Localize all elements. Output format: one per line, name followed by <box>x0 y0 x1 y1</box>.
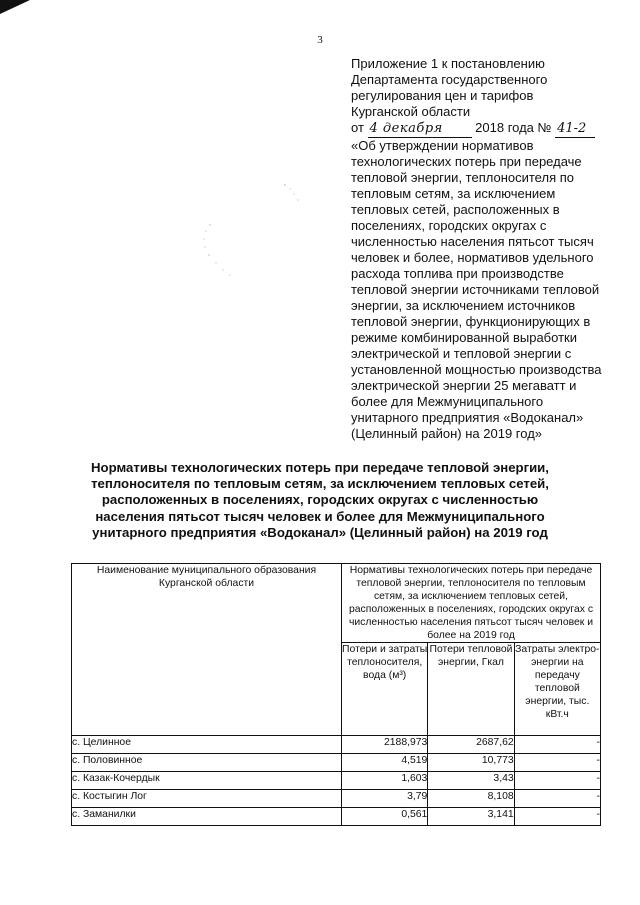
appendix-block <box>351 56 613 442</box>
row-heat: 2687,62 <box>428 736 514 754</box>
norms-table <box>71 563 601 826</box>
scan-corner-mark <box>0 0 30 14</box>
column-header-municipality: Наименование муниципального образования Курганской области <box>72 564 342 736</box>
row-power: - <box>514 772 600 790</box>
column-group-header: Нормативы технологических потерь при передаче тепловой энергии, теплоносителя по тепловым сетям, за исключением тепловых сетей, расположенных в поселениях, городских округах с численностью населения пятьсот тысяч человек и более на 2019 год <box>342 564 601 643</box>
handwritten-number: 41-2 <box>555 121 595 138</box>
appendix-date-line <box>351 120 613 138</box>
row-name: с. Половинное <box>72 754 342 772</box>
table-row <box>72 772 601 790</box>
row-heat: 10,773 <box>428 754 514 772</box>
row-water: 0,561 <box>342 808 428 826</box>
row-power: - <box>514 808 600 826</box>
date-prefix: от <box>351 120 364 135</box>
handwritten-date: 4 декабря <box>368 121 472 138</box>
table-row <box>72 808 601 826</box>
row-water: 3,79 <box>342 790 428 808</box>
row-power: - <box>514 754 600 772</box>
column-header-water: Потери и затраты теплоносителя, вода (м³) <box>342 643 428 736</box>
row-heat: 8,108 <box>428 790 514 808</box>
faint-stamp-shadow <box>190 175 330 295</box>
appendix-line-1: Приложение 1 к постановлению <box>351 56 545 71</box>
column-header-heat: Потери тепловой энергии, Гкал <box>428 643 514 736</box>
row-name: с. Казак-Кочердык <box>72 772 342 790</box>
row-name: с. Костыгин Лог <box>72 790 342 808</box>
column-header-power: Затраты электро-энергии на передачу тепловой энергии, тыс. кВт.ч <box>514 643 600 736</box>
row-power: - <box>514 790 600 808</box>
table-row <box>72 754 601 772</box>
row-water: 4,519 <box>342 754 428 772</box>
row-name: с. Заманилки <box>72 808 342 826</box>
table-row <box>72 736 601 754</box>
row-name: с. Целинное <box>72 736 342 754</box>
row-heat: 3,43 <box>428 772 514 790</box>
date-suffix: 2018 года № <box>475 120 552 135</box>
page-number: 3 <box>317 34 323 46</box>
table-row <box>72 790 601 808</box>
row-water: 2188,973 <box>342 736 428 754</box>
row-power: - <box>514 736 600 754</box>
document-title: Нормативы технологических потерь при передаче тепловой энергии, теплоносителя по тепловым сетям, за исключением тепловых сетей, расположенных в поселениях, городских округах с численностью населения пятьсот тысяч человек и более для Межмуниципального унитарного предприятия «Водоканал» (Целинный район) на 2019 год <box>91 460 549 540</box>
appendix-line-4: Курганской области <box>351 104 471 119</box>
row-water: 1,603 <box>342 772 428 790</box>
appendix-line-2: Департамента государственного <box>351 72 548 87</box>
resolution-title: «Об утверждении нормативов технологических потерь при передаче тепловой энергии, теплоносителя по тепловым сетям, за исключением тепловых сетей, расположенных в поселениях, городских округах с численностью населения пятьсот тысяч человек и более, нормативов удельного расхода топлива при производстве тепловой энергии источниками тепловой энергии, за исключением источников тепловой энергии, функционирующих в режиме комбинированной выработки электрической и тепловой энергии с установленной мощностью производства электрической энергии 25 мегаватт и более для Межмуниципального унитарного предприятия «Водоканал» (Целинный район) на 2019 год» <box>351 138 602 441</box>
table-header-row <box>72 564 601 643</box>
appendix-line-3: регулирования цен и тарифов <box>351 88 534 103</box>
row-heat: 3,141 <box>428 808 514 826</box>
